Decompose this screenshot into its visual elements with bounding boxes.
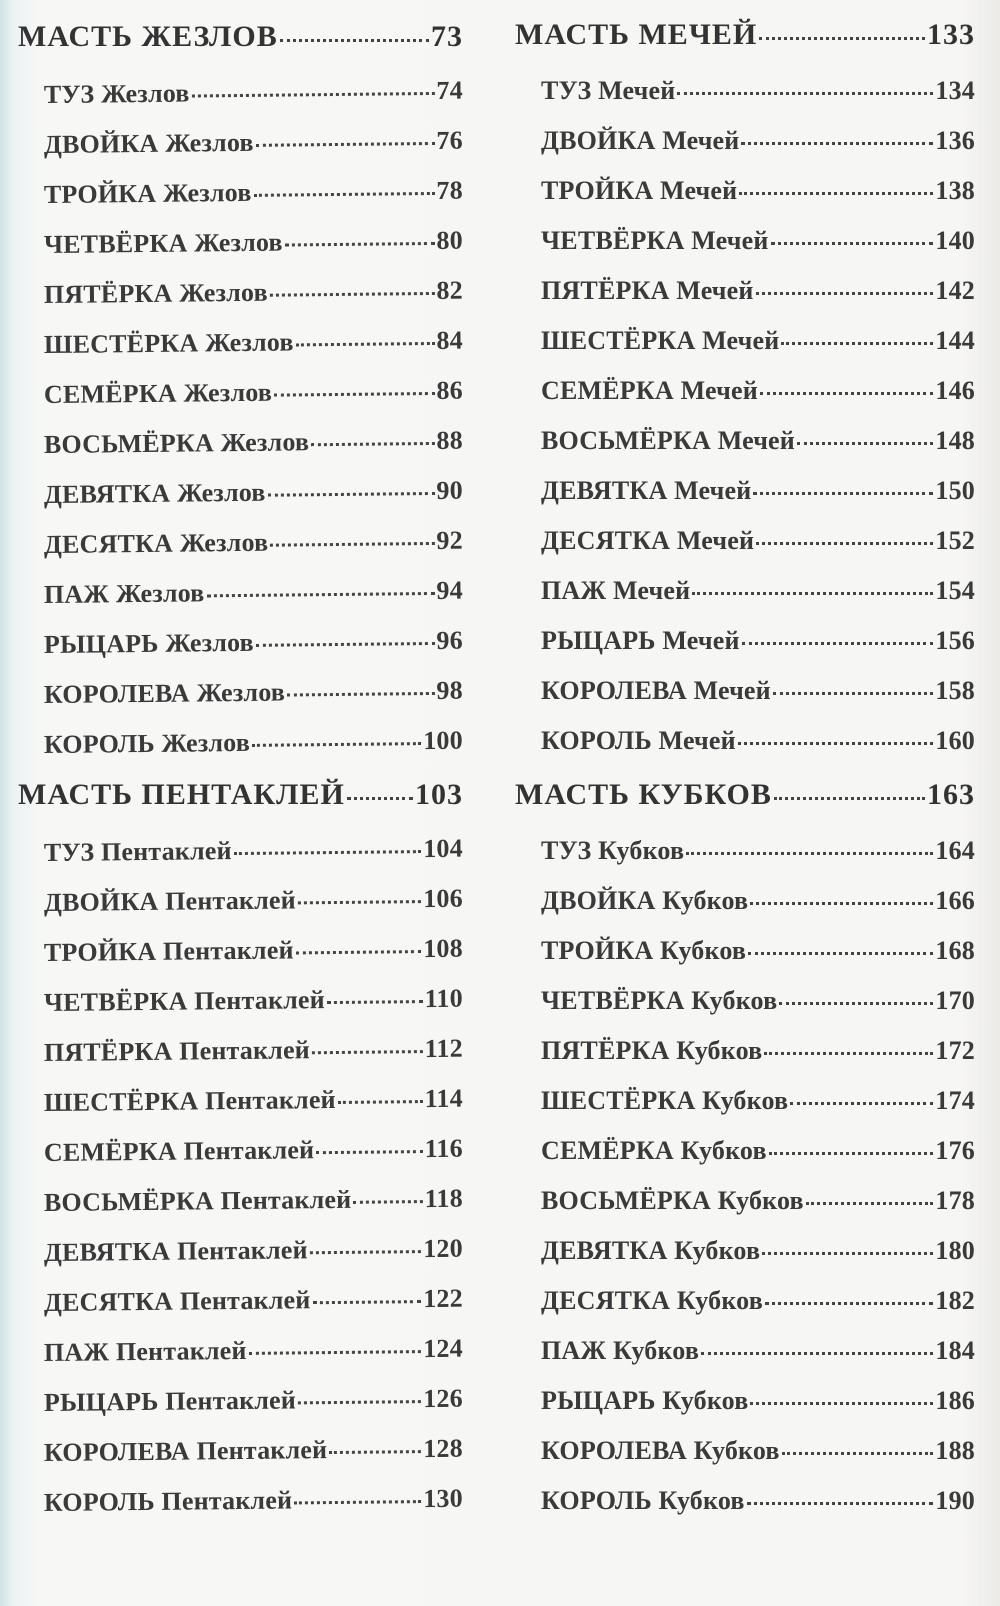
dot-leader [285,242,435,247]
section-heading [18,778,463,836]
toc-entry-label: РЫЦАРЬ Жезлов [43,627,254,660]
toc-entry-page-number: 168 [935,936,975,965]
dot-leader [270,292,435,297]
toc-section [18,778,463,1536]
dot-leader [268,492,435,497]
toc-entry [18,676,463,731]
toc-entry-label: СЕМЁРКА Пентаклей [43,1135,315,1168]
toc-entry-page-number: 172 [935,1036,975,1065]
toc-entry-label: ДЕСЯТКА Пентаклей [43,1285,311,1318]
toc-entry-label: КОРОЛЬ Жезлов [43,727,251,760]
dot-leader [790,1102,933,1105]
dot-leader [347,797,413,800]
toc-entry-page-number: 118 [424,1183,464,1214]
toc-entry-page-number: 104 [423,833,464,864]
toc-entry-label: ЧЕТВЁРКА Кубков [541,986,778,1015]
toc-entry-label: ЧЕТВЁРКА Мечей [541,226,769,255]
toc-entry [18,376,463,431]
toc-entry-page-number: 74 [436,75,464,105]
dot-leader [249,1350,422,1355]
dot-leader [677,92,933,95]
toc-entry-label: ДЕВЯТКА Пентаклей [43,1235,308,1268]
toc-entry-label: РЫЦАРЬ Кубков [541,1386,749,1415]
dot-leader [762,1252,933,1255]
toc-entry-label: ПАЖ Мечей [541,576,691,605]
section-heading [515,778,975,836]
dot-leader [252,742,421,747]
toc-entry-page-number: 150 [935,476,975,505]
toc-entry-label: ДЕВЯТКА Кубков [541,1236,761,1265]
toc-entry-page-number: 80 [436,225,464,255]
dot-leader [270,542,434,547]
toc-entry [515,1186,975,1236]
toc-entry-label: ШЕСТЁРКА Жезлов [43,327,294,360]
toc-entry-page-number: 100 [423,725,464,756]
dot-leader [254,192,435,197]
dot-leader [756,542,933,545]
toc-entry [515,1236,975,1286]
toc-entry-label: ТРОЙКА Жезлов [43,177,252,210]
dot-leader [738,742,934,745]
toc-entry [515,576,975,626]
toc-entry [515,126,975,176]
dot-leader [296,950,422,954]
section-heading-label: МАСТЬ ЖЕЗЛОВ [18,20,278,53]
dot-leader [756,292,934,295]
toc-entry-page-number: 92 [436,525,464,555]
section-heading-page-number: 73 [431,20,463,53]
toc-entry-page-number: 78 [436,175,464,205]
toc-entry [515,1436,975,1486]
toc-entry-label: КОРОЛЬ Мечей [541,726,736,755]
toc-entry-label: ТУЗ Кубков [541,836,685,865]
toc-entry-page-number: 136 [935,126,975,155]
toc-entry [18,1184,463,1239]
dot-leader [316,1150,423,1154]
dot-leader [234,850,422,855]
toc-entry-page-number: 96 [436,625,464,655]
dot-leader [298,900,421,904]
toc-entry [515,376,975,426]
toc-entry [515,1386,975,1436]
toc-entry-label: ШЕСТЁРКА Пентаклей [43,1085,336,1118]
toc-entry [515,1336,975,1386]
dot-leader [748,952,933,955]
toc-entry-page-number: 184 [935,1336,975,1365]
toc-entry-page-number: 188 [935,1436,975,1465]
toc-entry-page-number: 160 [935,726,975,755]
toc-entry [515,426,975,476]
toc-entry-label: ВОСЬМЁРКА Жезлов [43,427,310,460]
dot-leader [750,902,933,905]
toc-entry-page-number: 116 [424,1133,464,1164]
toc-entry [18,1284,463,1339]
toc-entry-page-number: 94 [436,575,464,605]
toc-entry-page-number: 166 [935,886,975,915]
dot-leader [806,1202,934,1205]
toc-entry-label: ВОСЬМЁРКА Пентаклей [43,1184,352,1218]
toc-entry [18,476,463,531]
dot-leader [760,392,934,395]
toc-entry-label: ДЕВЯТКА Жезлов [43,477,266,510]
toc-entry [515,1286,975,1336]
toc-entry [18,1084,463,1139]
toc-entry [515,76,975,126]
toc-entry-label: КОРОЛЬ Пентаклей [43,1485,293,1518]
section-heading-page-number: 133 [927,18,975,51]
toc-section [18,20,463,778]
toc-entry-page-number: 170 [935,986,975,1015]
section-heading-page-number: 103 [415,778,463,811]
toc-entry [18,934,463,989]
dot-leader [312,1050,423,1054]
section-heading [515,18,975,76]
toc-entry-label: СЕМЁРКА Мечей [541,376,758,405]
toc-entry-label: КОРОЛЕВА Жезлов [43,677,286,710]
toc-entry-page-number: 144 [935,326,975,355]
dot-leader [206,592,434,597]
toc-entry-page-number: 152 [935,526,975,555]
toc-entry-label: ЧЕТВЁРКА Пентаклей [43,985,326,1018]
toc-entry [515,1086,975,1136]
toc-entry-label: ПАЖ Жезлов [43,578,205,610]
dot-leader [753,492,933,495]
toc-entry [18,884,463,939]
dot-leader [327,1000,423,1004]
dot-leader [692,592,933,595]
toc-entry-page-number: 140 [935,226,975,255]
toc-entry-page-number: 142 [935,276,975,305]
dot-leader [686,852,933,855]
toc-entry-page-number: 158 [935,676,975,705]
section-heading [18,20,463,78]
toc-entry-page-number: 164 [935,836,975,865]
dot-leader [287,692,434,697]
toc-entry [18,1384,463,1439]
toc-entry-label: ДВОЙКА Пентаклей [43,885,296,918]
dot-leader [747,1502,934,1505]
toc-entry [18,226,463,281]
dot-leader [256,142,435,147]
section-heading-page-number: 163 [927,778,975,811]
toc-entry-page-number: 138 [935,176,975,205]
dot-leader [797,442,933,445]
toc-entry-label: ЧЕТВЁРКА Жезлов [43,227,283,260]
dot-leader [353,1200,422,1204]
toc-entry-label: ШЕСТЁРКА Кубков [541,1086,789,1115]
toc-entry [18,1134,463,1189]
dot-leader [256,642,435,647]
toc-entry [18,834,463,889]
dot-leader [310,1250,422,1254]
toc-entry-page-number: 190 [935,1486,975,1515]
toc-entry [515,526,975,576]
toc-entry-page-number: 146 [935,376,975,405]
toc-entry [515,1486,975,1536]
dot-leader [338,1100,423,1104]
toc-entry [515,726,975,776]
toc-entry [515,836,975,886]
dot-leader [329,1450,421,1454]
toc-entry-page-number: 156 [935,626,975,655]
toc-entry [18,276,463,331]
toc-entry-page-number: 86 [436,375,464,405]
toc-entry-page-number: 112 [424,1033,464,1064]
toc-entry-label: ДЕСЯТКА Кубков [541,1286,763,1315]
dot-leader [769,1152,934,1155]
dot-leader [298,1400,421,1404]
toc-entry [18,1484,463,1539]
toc-entry [18,426,463,481]
toc-entry [515,176,975,226]
toc-entry-label: КОРОЛЕВА Мечей [541,676,771,705]
dot-leader [750,1402,933,1405]
toc-entry-label: ДВОЙКА Жезлов [43,127,254,160]
toc-entry [18,626,463,681]
toc-entry [515,1036,975,1086]
toc-entry [515,476,975,526]
dot-leader [774,797,925,800]
toc-entry [515,276,975,326]
toc-entry-page-number: 114 [424,1083,464,1114]
toc-entry-page-number: 128 [423,1433,464,1464]
toc-entry [18,176,463,231]
dot-leader [782,1452,934,1455]
toc-entry-label: ПЯТЁРКА Кубков [541,1036,763,1065]
toc-entry [18,326,463,381]
toc-entry-label: СЕМЁРКА Жезлов [43,377,273,410]
toc-entry-page-number: 110 [424,983,464,1014]
toc-entry-page-number: 174 [935,1086,975,1115]
dot-leader [741,142,933,145]
toc-entry-label: КОРОЛЬ Кубков [541,1486,745,1515]
toc-entry-label: ТРОЙКА Пентаклей [43,935,294,968]
toc-entry-page-number: 180 [935,1236,975,1265]
dot-leader [781,342,933,345]
toc-entry-page-number: 76 [436,125,464,155]
toc-entry-page-number: 106 [423,883,464,914]
toc-entry-page-number: 182 [935,1286,975,1315]
toc-entry-label: КОРОЛЕВА Кубков [541,1436,780,1465]
toc-entry-page-number: 130 [423,1483,464,1514]
toc-entry [18,984,463,1039]
toc-entry-label: ПАЖ Пентаклей [43,1335,247,1368]
toc-entry-page-number: 122 [423,1283,464,1314]
toc-entry-page-number: 90 [436,475,464,505]
dot-leader [701,1352,933,1355]
toc-entry [515,226,975,276]
toc-entry-label: ДВОЙКА Мечей [541,126,740,155]
dot-leader [311,442,434,446]
toc-entry [515,986,975,1036]
toc-entry-label: ТРОЙКА Мечей [541,176,738,205]
toc-entry-label: ТУЗ Пентаклей [43,836,232,868]
toc-entry-page-number: 88 [436,425,464,455]
toc-entry [515,1136,975,1186]
toc-entry-label: КОРОЛЕВА Пентаклей [43,1435,328,1468]
toc-section [515,18,975,776]
toc-entry [18,126,463,181]
toc-entry-page-number: 84 [436,325,464,355]
toc-entry-label: ДЕВЯТКА Мечей [541,476,752,505]
toc-entry [515,626,975,676]
toc-entry-label: ПЯТЁРКА Пентаклей [43,1035,311,1068]
toc-entry-label: СЕМЁРКА Кубков [541,1136,767,1165]
dot-leader [764,1052,933,1055]
toc-entry [18,1434,463,1489]
toc-entry [18,576,463,631]
toc-entry-page-number: 134 [935,76,975,105]
dot-leader [771,242,934,245]
toc-entry [18,1034,463,1089]
toc-entry-label: ДВОЙКА Кубков [541,886,749,915]
toc-entry-page-number: 126 [423,1383,464,1414]
toc-entry [515,326,975,376]
toc-entry-page-number: 178 [935,1186,975,1215]
toc-entry [18,526,463,581]
toc-entry [515,676,975,726]
dot-leader [312,1300,421,1304]
toc-entry [515,936,975,986]
toc-section [515,778,975,1536]
toc-entry-label: ТУЗ Мечей [541,76,676,105]
dot-leader [773,692,934,695]
toc-entry-page-number: 176 [935,1136,975,1165]
toc-entry-page-number: 148 [935,426,975,455]
toc-entry-page-number: 124 [423,1333,464,1364]
toc-entry [18,1234,463,1289]
dot-leader [759,37,925,40]
toc-entry-label: РЫЦАРЬ Мечей [541,626,740,655]
section-heading-label: МАСТЬ МЕЧЕЙ [515,18,758,51]
toc-entry [18,726,463,781]
toc-entry-page-number: 108 [423,933,464,964]
dot-leader [274,392,434,397]
toc-entry-page-number: 98 [436,675,464,705]
dot-leader [739,192,933,195]
toc-entry [18,76,463,131]
dot-leader [742,642,934,645]
toc-entry-label: ПЯТЁРКА Мечей [541,276,754,305]
dot-leader [296,342,435,346]
toc-entry-label: ТРОЙКА Кубков [541,936,747,965]
toc-entry [18,1334,463,1389]
toc-entry-page-number: 154 [935,576,975,605]
dot-leader [192,92,435,98]
toc-entry-label: ДЕСЯТКА Жезлов [43,527,269,560]
toc-entry-page-number: 82 [436,275,464,305]
toc-entry [515,886,975,936]
section-heading-label: МАСТЬ ПЕНТАКЛЕЙ [18,778,345,811]
dot-leader [765,1302,933,1305]
toc-entry-label: ТУЗ Жезлов [43,78,190,110]
toc-entry-label: ПЯТЁРКА Жезлов [43,277,268,310]
toc-entry-label: ПАЖ Кубков [541,1336,700,1365]
toc-entry-label: РЫЦАРЬ Пентаклей [43,1385,297,1418]
dot-leader [280,39,429,42]
toc-entry-label: ВОСЬМЁРКА Кубков [541,1186,804,1215]
section-heading-label: МАСТЬ КУБКОВ [515,778,772,811]
toc-entry-label: ШЕСТЁРКА Мечей [541,326,780,355]
dot-leader [779,1002,933,1005]
toc-entry-label: ВОСЬМЁРКА Мечей [541,426,795,455]
toc-entry-page-number: 120 [423,1233,464,1264]
toc-entry-page-number: 186 [935,1386,975,1415]
dot-leader [294,1500,421,1504]
toc-entry-label: ДЕСЯТКА Мечей [541,526,755,555]
